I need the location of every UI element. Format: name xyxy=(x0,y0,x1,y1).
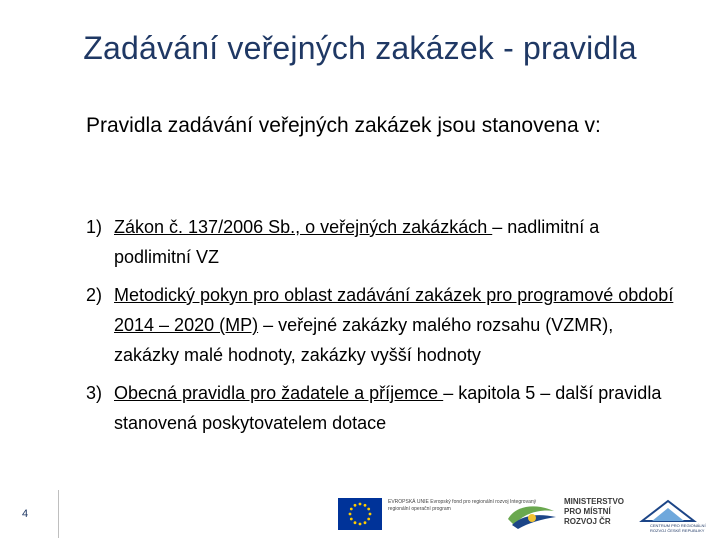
list-item xyxy=(86,280,676,370)
eu-flag-icon xyxy=(338,498,382,530)
page-number: 4 xyxy=(22,508,29,520)
ministry-logo-text xyxy=(564,497,634,527)
item-text: – nadlimitní a podlimitní VZ xyxy=(114,217,600,267)
item-number: 1) xyxy=(86,217,103,237)
list-item xyxy=(86,212,676,272)
item-number: 3) xyxy=(86,383,103,403)
footer-logos xyxy=(338,495,714,537)
footer-divider xyxy=(58,490,59,538)
list-item xyxy=(86,378,676,438)
rules-link[interactable]: Obecná pravidla pro žadatele a příjemce xyxy=(114,383,444,403)
item-number: 2) xyxy=(86,285,103,305)
item-text: – veřejné zakázky malého rozsahu (VZMR), zakázky malé hodnoty, zakázky vyšší hodnoty xyxy=(114,315,614,365)
item-text: – kapitola 5 – další pravidla stanovená poskytovatelem dotace xyxy=(114,383,662,433)
rules-list xyxy=(86,212,676,446)
intro-text: Pravidla zadávání veřejných zakázek jsou stanovena v: xyxy=(86,114,601,137)
slide-title: Zadávání veřejných zakázek - pravidla xyxy=(83,30,637,66)
regional-center-icon xyxy=(638,499,698,523)
regional-center-text: CENTRUM PRO REGIONÁLNÍ ROZVOJ ČESKÉ REPUBLIKY xyxy=(650,523,706,533)
eu-logo-text: EVROPSKÁ UNIE Evropský fond pro regionální rozvoj Integrovaný regionální operační program xyxy=(388,499,537,512)
mmr-swoosh-icon xyxy=(506,501,558,531)
ministry-name: MINISTERSTVO PRO MÍSTNÍ ROZVOJ ČR xyxy=(564,497,625,526)
guideline-link[interactable]: Metodický pokyn pro oblast zadávání zakázek pro programové období 2014 – 2020 (MP) xyxy=(114,285,674,335)
law-link[interactable]: Zákon č. 137/2006 Sb., o veřejných zakázkách xyxy=(114,217,493,237)
